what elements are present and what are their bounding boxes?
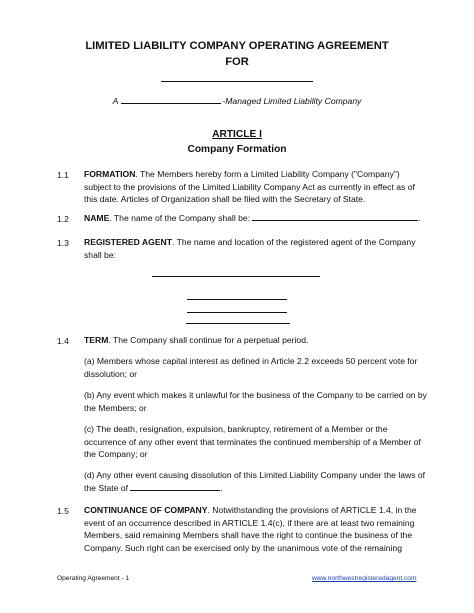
section-number-1-3: 1.3: [57, 238, 69, 248]
registered-agent-label: REGISTERED AGENT: [84, 237, 173, 247]
term-clause-b: (b) Any event which makes it unlawful for the business of the Company to be carried on by the Members; or: [84, 390, 427, 413]
manager-type-blank[interactable]: [121, 103, 221, 104]
term-clause-d: [84, 469, 429, 494]
managed-suffix: -Managed Limited Liability Company: [222, 96, 362, 106]
continuance-label: CONTINUANCE OF COMPANY: [84, 505, 208, 515]
continuance-text: . Notwithstanding the provisions of ARTICLE 1.4, in the event of an occurrence described in ARTICLE 1.4(c), if there are at least two remaining Members, said remaining Members shall have the right to continue the business of the Company. Such right can be exercised only by the unanimous vote of the remaining: [84, 505, 417, 553]
term-clause-c: (c) The death, resignation, expulsion, bankruptcy, retirement of a Member or the occurrence of any other event that terminates the continued membership of a Member of the Company; or: [84, 424, 421, 460]
section-number-1-4: 1.4: [57, 336, 69, 346]
article-subheading: Company Formation: [187, 144, 287, 155]
section-number-1-1: 1.1: [57, 170, 69, 180]
term-label: TERM: [84, 335, 109, 345]
section-1-5: [84, 504, 429, 554]
registered-agent-text: . The name and location of the registered agent of the Company shall be:: [84, 237, 416, 260]
section-1-4: [84, 334, 429, 347]
term-clause-d-text: (d) Any other event causing dissolution of this Limited Liability Company under the laws of the State of: [84, 470, 426, 493]
agent-address-line-2[interactable]: [187, 312, 287, 313]
term-text: . The Company shall continue for a perpetual period.: [108, 335, 309, 345]
section-number-1-2: 1.2: [57, 214, 69, 224]
name-label: NAME: [84, 213, 110, 223]
managed-prefix: A: [112, 96, 118, 106]
section-1-2: [84, 212, 429, 225]
document-title-for: FOR: [225, 56, 249, 68]
footer-website-link[interactable]: www.northwestregisteredagent.com: [312, 575, 417, 582]
agent-address-line-3[interactable]: [186, 323, 290, 324]
formation-text: . The Members hereby form a Limited Liability Company ("Company") subject to the provisions of the Limited Liability Company Act as currently in effect as of this date. Articles of Organization shall be filed with the Secretary of State.: [84, 169, 415, 205]
name-text: . The name of the Company shall be:: [109, 213, 253, 223]
section-1-3: [84, 236, 429, 261]
footer-page-label: Operating Agreement - 1: [57, 575, 130, 582]
agent-address-line-1[interactable]: [187, 299, 287, 300]
article-heading: ARTICLE I: [212, 129, 262, 140]
term-clause-d-tail: .: [220, 482, 223, 493]
company-name-field[interactable]: [252, 220, 418, 221]
name-tail: .: [418, 213, 421, 223]
managed-subtitle: [0, 96, 474, 106]
document-title: LIMITED LIABILITY COMPANY OPERATING AGREEMENT: [85, 40, 389, 52]
company-name-blank[interactable]: [161, 81, 313, 82]
term-clause-a: (a) Members whose capital interest as defined in Article 2.2 exceeds 50 percent vote for dissolution; or: [84, 356, 418, 379]
state-field[interactable]: [130, 490, 220, 491]
section-1-1: [84, 168, 424, 206]
section-number-1-5: 1.5: [57, 506, 69, 516]
agent-name-line[interactable]: [152, 276, 320, 277]
formation-label: FORMATION: [84, 169, 136, 179]
